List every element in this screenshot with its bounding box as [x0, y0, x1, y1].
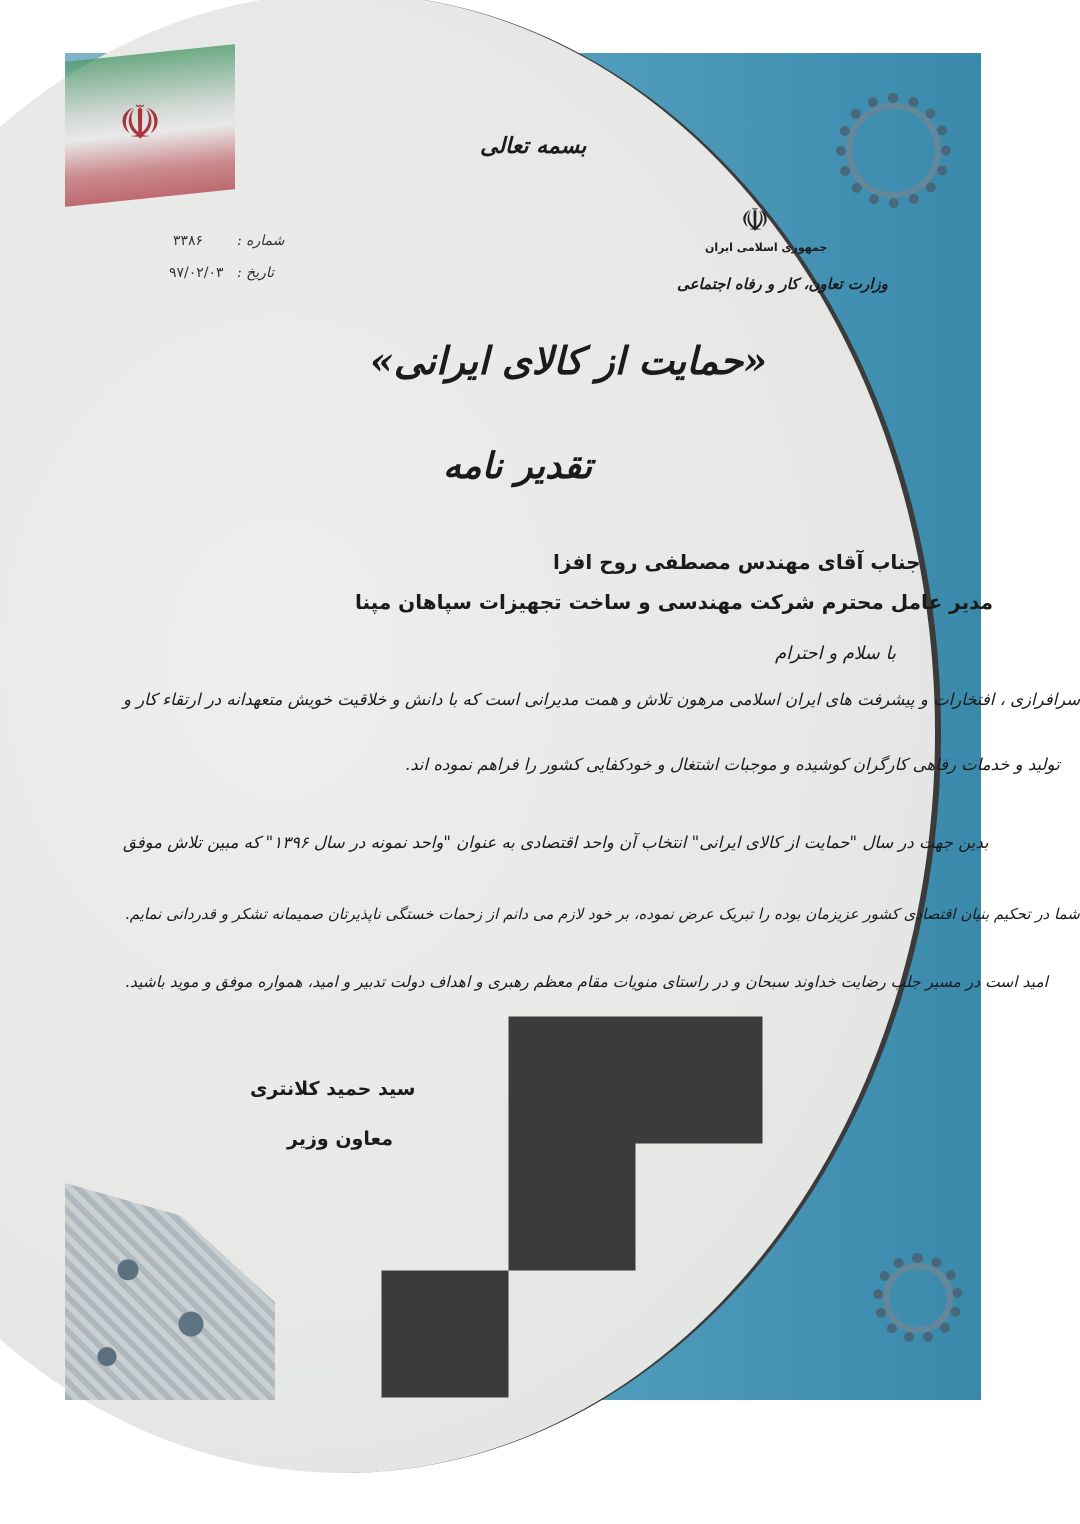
- date-label: تاریخ :: [237, 265, 275, 281]
- iran-emblem-icon: ☫: [118, 95, 162, 151]
- number-value: ۳۳۸۶: [173, 233, 204, 249]
- recipient-position: مدیر عامل محترم شرکت مهندسی و ساخت تجهیزات سپاهان مپنا: [355, 590, 994, 614]
- invocation-text: بسمه تعالی: [480, 133, 587, 159]
- certificate-frame: [65, 53, 1080, 1400]
- rosette-ornament-top: [836, 93, 951, 208]
- rosette-ornament-bottom: [873, 1253, 963, 1343]
- greeting-text: با سلام و احترام: [775, 643, 896, 664]
- signatory-title: معاون وزیر: [287, 1128, 393, 1150]
- ministry-emblem-icon: ☫: [740, 201, 770, 239]
- body-line-4: شما در تحکیم بنیان اقتصادی کشور عزیزمان بوده را تبریک عرض نموده، بر خود لازم می دانم از زحمات خستگی ناپذیرتان صمیمانه تشکر و قدردانی نمایم.: [125, 905, 1080, 923]
- recipient-name: جناب آقای مهندس مصطفی روح افزا: [553, 550, 921, 574]
- number-label: شماره :: [237, 233, 285, 249]
- body-line-3: بدین جهت در سال "حمایت از کالای ایرانی" انتخاب آن واحد اقتصادی به عنوان "واحد نمونه در سال ۱۳۹۶" که مبین تلاش موفق: [123, 833, 989, 852]
- campaign-title: «حمایت از کالای ایرانی»: [370, 338, 768, 383]
- date-value: ۹۷/۰۲/۰۳: [169, 265, 224, 281]
- certificate-title: تقدیر نامه: [443, 445, 593, 487]
- body-line-2: تولید و خدمات رفاهی کارگران کوشیده و موجبات اشتغال و خودکفایی کشور را فراهم نموده اند.: [405, 755, 1060, 774]
- ministry-name: وزارت تعاون، کار و رفاه اجتماعی: [677, 275, 888, 293]
- signatory-name: سید حمید کلانتری: [250, 1078, 416, 1100]
- emblem-caption: جمهوری اسلامی ایران: [705, 241, 828, 254]
- body-line-5: امید است در مسیر جلب رضایت خداوند سبحان و در راستای منویات مقام معظم رهبری و اهداف دولت تدبیر و امید، همواره موفق و موید باشید.: [125, 973, 1048, 991]
- body-line-1: سرافرازی ، افتخارات و پیشرفت های ایران اسلامی مرهون تلاش و همت مدیرانی است که با دانش و خلاقیت خویش متعهدانه در ارتقاء کار و: [123, 690, 1080, 709]
